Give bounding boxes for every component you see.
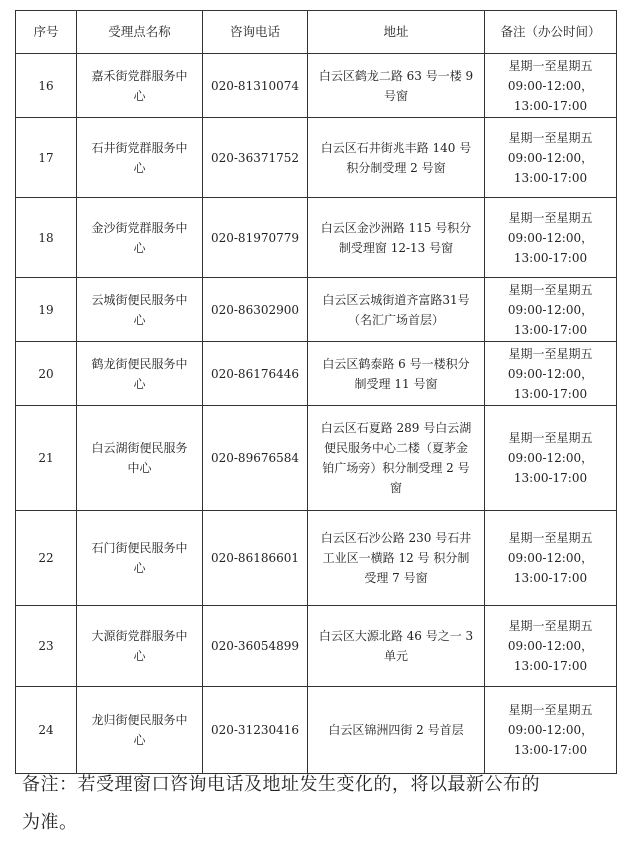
cell-note: 星期一至星期五 09:00-12:00， 13:00-17:00 (485, 687, 617, 774)
cell-tel: 020-81970779 (203, 198, 308, 278)
cell-no: 22 (16, 511, 77, 606)
header-no: 序号 (16, 11, 77, 54)
cell-addr: 白云区金沙洲路 115 号积分 制受理窗 12-13 号窗 (308, 198, 485, 278)
table-row (16, 118, 617, 198)
cell-note: 星期一至星期五 09:00-12:00， 13:00-17:00 (485, 198, 617, 278)
header-tel: 咨询电话 (203, 11, 308, 54)
cell-no: 20 (16, 342, 77, 406)
cell-note: 星期一至星期五 09:00-12:00， 13:00-17:00 (485, 406, 617, 511)
cell-name: 嘉禾街党群服务中 心 (77, 54, 203, 118)
cell-no: 16 (16, 54, 77, 118)
footer-note: 备注：若受理窗口咨询电话及地址发生变化的，将以最新公布的 为准。 (22, 774, 540, 833)
cell-addr: 白云区大源北路 46 号之一 3 单元 (308, 606, 485, 687)
table-row (16, 511, 617, 606)
cell-note: 星期一至星期五 09:00-12:00， 13:00-17:00 (485, 511, 617, 606)
table-row (16, 278, 617, 342)
cell-tel: 020-31230416 (203, 687, 308, 774)
table-row (16, 198, 617, 278)
cell-addr: 白云区云城街道齐富路31号 （名汇广场首层） (308, 278, 485, 342)
cell-no: 21 (16, 406, 77, 511)
cell-no: 19 (16, 278, 77, 342)
service-points-table (15, 10, 617, 774)
header-note: 备注（办公时间） (485, 11, 617, 54)
cell-no: 17 (16, 118, 77, 198)
table-header-row (16, 11, 617, 54)
cell-note: 星期一至星期五 09:00-12:00， 13:00-17:00 (485, 54, 617, 118)
table-row (16, 54, 617, 118)
cell-tel: 020-86186601 (203, 511, 308, 606)
cell-note: 星期一至星期五 09:00-12:00， 13:00-17:00 (485, 278, 617, 342)
table-row (16, 606, 617, 687)
header-addr: 地址 (308, 11, 485, 54)
cell-no: 18 (16, 198, 77, 278)
cell-addr: 白云区石井街兆丰路 140 号 积分制受理 2 号窗 (308, 118, 485, 198)
cell-addr: 白云区鹤龙二路 63 号一楼 9 号窗 (308, 54, 485, 118)
cell-tel: 020-86176446 (203, 342, 308, 406)
cell-addr: 白云区石沙公路 230 号石井 工业区一横路 12 号 积分制 受理 7 号窗 (308, 511, 485, 606)
cell-name: 金沙街党群服务中 心 (77, 198, 203, 278)
table-row (16, 342, 617, 406)
cell-name: 石井街党群服务中 心 (77, 118, 203, 198)
cell-name: 石门街便民服务中 心 (77, 511, 203, 606)
cell-note: 星期一至星期五 09:00-12:00， 13:00-17:00 (485, 342, 617, 406)
cell-name: 鹤龙街便民服务中 心 (77, 342, 203, 406)
cell-no: 24 (16, 687, 77, 774)
cell-note: 星期一至星期五 09:00-12:00， 13:00-17:00 (485, 606, 617, 687)
cell-addr: 白云区锦洲四街 2 号首层 (308, 687, 485, 774)
cell-note: 星期一至星期五 09:00-12:00， 13:00-17:00 (485, 118, 617, 198)
cell-name: 云城街便民服务中 心 (77, 278, 203, 342)
cell-tel: 020-81310074 (203, 54, 308, 118)
table-row (16, 406, 617, 511)
cell-name: 大源街党群服务中 心 (77, 606, 203, 687)
cell-tel: 020-36054899 (203, 606, 308, 687)
header-name: 受理点名称 (77, 11, 203, 54)
cell-tel: 020-86302900 (203, 278, 308, 342)
cell-tel: 020-89676584 (203, 406, 308, 511)
cell-no: 23 (16, 606, 77, 687)
cell-name: 白云湖街便民服务 中心 (77, 406, 203, 511)
cell-addr: 白云区石夏路 289 号白云湖 便民服务中心二楼（夏茅金 铂广场旁）积分制受理 2 号 窗 (308, 406, 485, 511)
cell-addr: 白云区鹤泰路 6 号一楼积分 制受理 11 号窗 (308, 342, 485, 406)
cell-name: 龙归街便民服务中 心 (77, 687, 203, 774)
cell-tel: 020-36371752 (203, 118, 308, 198)
table-row (16, 687, 617, 774)
